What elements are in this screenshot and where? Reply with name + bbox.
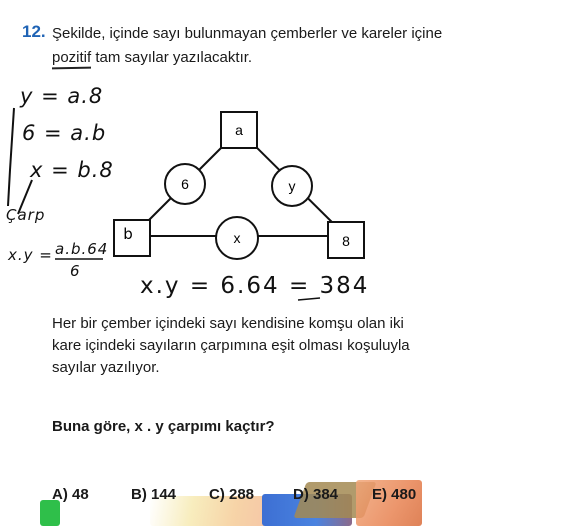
question-prompt: Buna göre, x . y çarpımı kaçtır?	[52, 418, 275, 435]
circle-right-label: y	[288, 178, 296, 194]
handwriting-result: x.y = 6.64 = 384	[140, 273, 370, 299]
handwriting-product-denominator: 6	[70, 262, 81, 280]
handwriting-underline	[298, 298, 320, 300]
choice-d[interactable]: D) 384	[293, 486, 339, 503]
handwriting-carp: Çarp	[6, 206, 46, 224]
handwriting-bracket	[8, 108, 14, 206]
handwriting-line-1: y = a.8	[20, 84, 104, 108]
answer-choices	[0, 478, 570, 526]
handwriting-line-2: 6 = a.b	[22, 121, 107, 145]
intro-text-end: tam sayılar yazılacaktır.	[91, 49, 253, 66]
green-smear	[40, 500, 60, 526]
choice-e[interactable]: E) 480	[372, 486, 417, 503]
square-left-label: b	[123, 225, 133, 243]
handwriting-product-left: x.y =	[8, 246, 53, 264]
handwriting-arrow	[18, 180, 32, 214]
circle-left-label: 6	[181, 176, 189, 192]
choice-b[interactable]: B) 144	[131, 486, 177, 503]
choice-c[interactable]: C) 288	[209, 486, 255, 503]
circle-bottom-label: x	[233, 230, 241, 246]
square-right-label: 8	[342, 233, 350, 249]
question-body: Her bir çember içindeki sayı kendisine komşu olan iki kare içindeki sayıların çarpımına eşit olması koşuluyla sayılar yazılıyor.	[52, 315, 410, 376]
question-number: 12.	[22, 22, 46, 41]
handwriting-product-numerator: a.b.64	[55, 240, 109, 258]
square-top-label: a	[235, 122, 243, 138]
handwriting-line-3: x = b.8	[30, 158, 114, 182]
choice-a[interactable]: A) 48	[52, 486, 89, 503]
intro-underlined-word: pozitif	[52, 49, 92, 66]
intro-text: Şekilde, içinde sayı bulunmayan çemberler ve kareler içine	[52, 25, 443, 42]
